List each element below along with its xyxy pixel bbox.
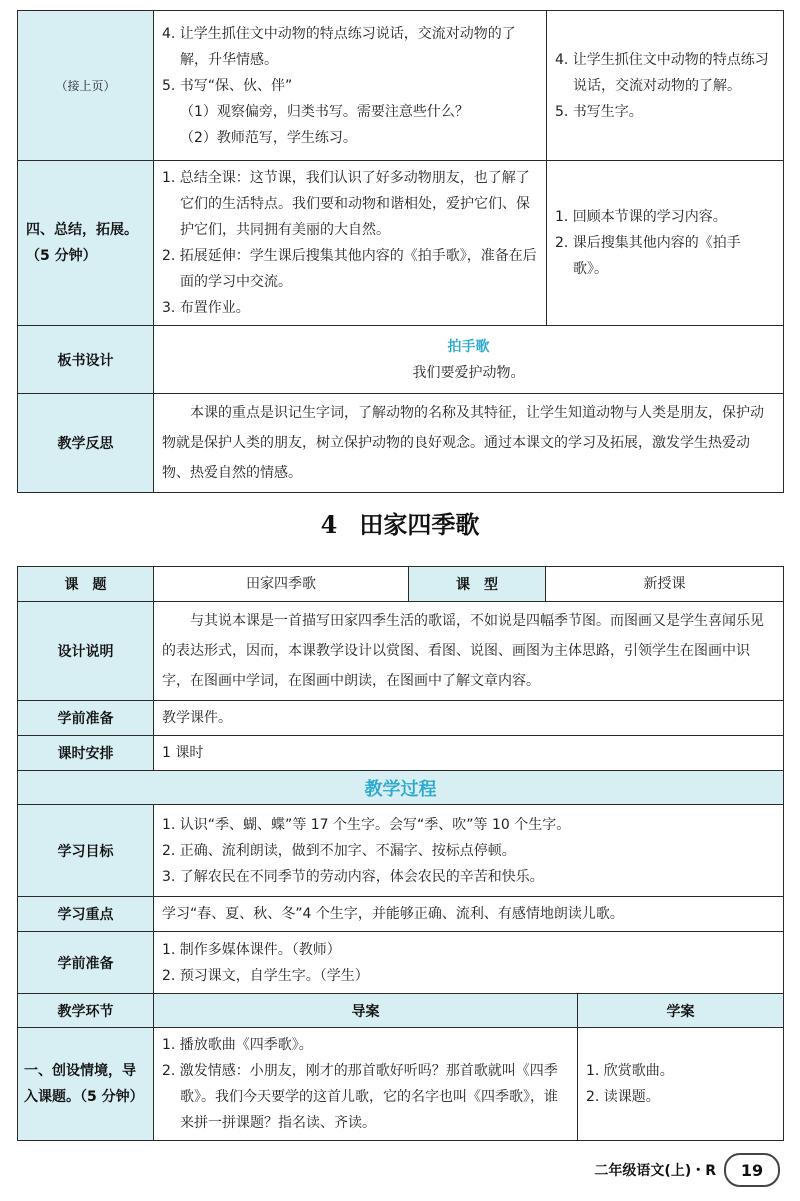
study-item: 2. 读课题。 — [586, 1089, 660, 1105]
process-header — [18, 771, 784, 805]
continued-label: （接上页） — [18, 11, 154, 161]
prep2-list — [154, 932, 784, 994]
hours-value: 1 课时 — [154, 736, 784, 771]
goal-item: 2. 正确、流利朗读，做到不加字、不漏字、按标点停顿。 — [162, 842, 516, 859]
goal-item: 3. 了解农民在不同季节的劳动内容，体会农民的辛苦和快乐。 — [162, 868, 544, 885]
guide-item: 3. 布置作业。 — [162, 300, 250, 316]
board-title: 拍手歌 — [447, 338, 490, 355]
col-study: 学案 — [578, 994, 784, 1028]
reflection-text: 本课的重点是识记生字词，了解动物的名称及其特征，让学生知道动物与人类是朋友，保护动物就是保护人类的朋友，树立保护动物的良好观念。通过本课文的学习及拓展，激发学生热爱动物、热爱自然的情感。 — [154, 394, 784, 493]
type-value: 新授课 — [546, 567, 784, 602]
lesson-title — [0, 505, 800, 540]
focus-label: 学习重点 — [18, 897, 154, 932]
col-stage: 教学环节 — [18, 994, 154, 1028]
guide-item: 1. 播放歌曲《四季歌》。 — [162, 1037, 313, 1053]
prep2-item: 1. 制作多媒体课件。（教师） — [162, 941, 341, 958]
guide-item: 1. 总结全课：这节课，我们认识了好多动物朋友，也了解了它们的生活特点。我们要和动物和谐相处，爱护它们、保护它们，共同拥有美丽的大自然。 — [162, 170, 530, 238]
summary-label-line1: 四、总结，拓展。 — [26, 222, 138, 238]
page-footer — [594, 1150, 780, 1190]
board-label: 板书设计 — [18, 326, 154, 394]
study-item: 1. 回顾本节课的学习内容。 — [555, 209, 727, 225]
design-label: 设计说明 — [18, 602, 154, 701]
continued-guide — [154, 11, 547, 161]
page-number: 19 — [724, 1153, 780, 1187]
study-item: 5. 书写生字。 — [555, 103, 643, 120]
prep2-item: 2. 预习课文，自学生字。（学生） — [162, 967, 369, 984]
topic-value: 田家四季歌 — [154, 567, 409, 602]
col-guide: 导案 — [154, 994, 578, 1028]
summary-guide — [154, 161, 547, 326]
stage1-label: 一、创设情境，导入课题。（5 分钟） — [18, 1028, 154, 1141]
guide-item: 5. 书写“保、伙、伴” — [162, 77, 293, 94]
board-line: 我们要爱护动物。 — [412, 364, 525, 381]
lesson-title-text: 田家四季歌 — [359, 510, 480, 539]
study-item: 4. 让学生抓住文中动物的特点练习说话，交流对动物的了解。 — [555, 51, 769, 94]
stage1-study — [578, 1028, 784, 1141]
lesson-number: 4 — [320, 510, 338, 539]
focus-value: 学习“春、夏、秋、冬”4 个生字，并能够正确、流利、有感情地朗读儿歌。 — [154, 897, 784, 932]
guide-item: 2. 拓展延伸：学生课后搜集其他内容的《拍手歌》，准备在后面的学习中交流。 — [162, 248, 537, 290]
continued-study — [547, 11, 784, 161]
guide-subitem: （1）观察偏旁，归类书写。需要注意些什么？ — [180, 103, 469, 120]
prep2-label: 学前准备 — [18, 932, 154, 994]
goals-label: 学习目标 — [18, 805, 154, 897]
grade-label: 二年级语文(上)・R — [594, 1163, 716, 1179]
study-item: 1. 欣赏歌曲。 — [586, 1063, 674, 1079]
lesson-plan-table — [17, 566, 784, 1141]
reflection-label: 教学反思 — [18, 394, 154, 493]
design-text: 与其说本课是一首描写田家四季生活的歌谣，不如说是四幅季节图。而图画又是学生喜闻乐见的表达形式，因而，本课教学设计以赏图、看图、说图、画图为主体思路，引领学生在图画中识字，在图画中学词，在图画中朗读，在图画中了解文章内容。 — [154, 602, 784, 701]
topic-label: 课 题 — [18, 567, 154, 602]
summary-label-line2: （5 分钟） — [26, 248, 97, 264]
summary-study — [547, 161, 784, 326]
stage1-guide — [154, 1028, 578, 1141]
goals-list — [154, 805, 784, 897]
goal-item: 1. 认识“季、蝴、蝶”等 17 个生字。会写“季、吹”等 10 个生字。 — [162, 816, 571, 833]
prep-label: 学前准备 — [18, 701, 154, 736]
type-label: 课 型 — [409, 567, 546, 602]
lesson-continued-table — [17, 10, 784, 493]
hours-label: 课时安排 — [18, 736, 154, 771]
prep-value: 教学课件。 — [154, 701, 784, 736]
study-item: 2. 课后搜集其他内容的《拍手歌》。 — [555, 235, 741, 277]
guide-item: 2. 激发情感：小朋友，刚才的那首歌好听吗？那首歌就叫《四季歌》。我们今天要学的这首儿歌，它的名字也叫《四季歌》，谁来拼一拼课题？指名读、齐读。 — [162, 1063, 558, 1131]
guide-item: 4. 让学生抓住文中动物的特点练习说话，交流对动物的了解，升华情感。 — [162, 25, 516, 68]
summary-label — [18, 161, 154, 326]
board-content — [154, 326, 784, 394]
guide-subitem: （2）教师范写，学生练习。 — [180, 129, 357, 146]
process-header-text: 教学过程 — [364, 778, 437, 800]
